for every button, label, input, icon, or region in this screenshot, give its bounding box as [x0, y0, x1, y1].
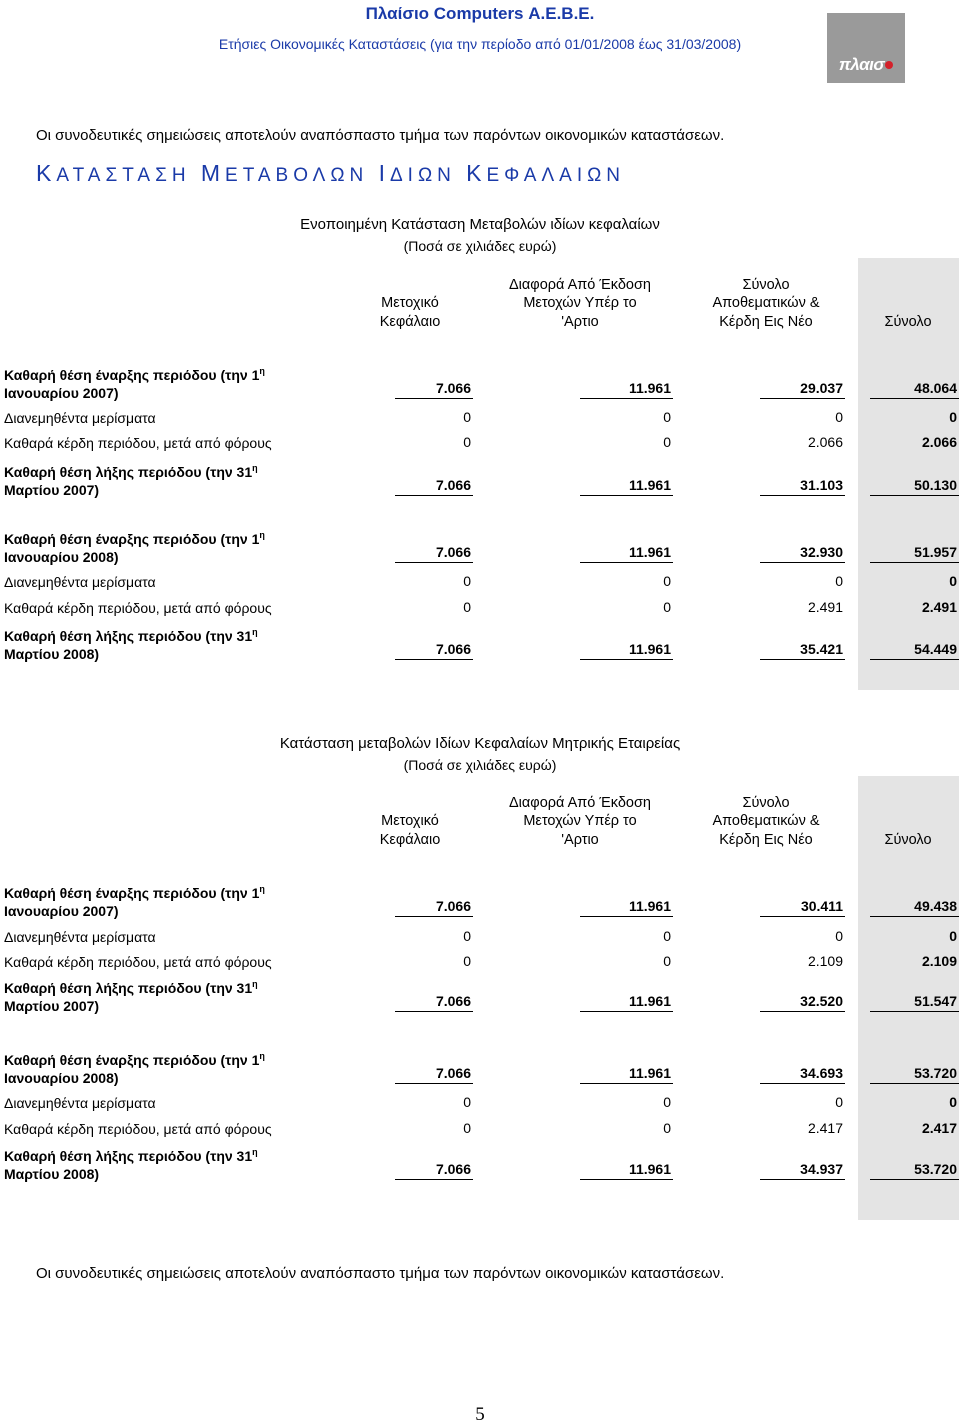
- row-underline: [760, 1011, 845, 1012]
- column-header: [818, 313, 960, 332]
- table-cell: 0: [949, 928, 957, 944]
- table-cell: 32.520: [800, 993, 843, 1009]
- table-cell: 0: [463, 1120, 471, 1136]
- table-cell: 2.417: [807, 1120, 843, 1136]
- table-cell: 2.109: [807, 953, 843, 969]
- row-underline: [580, 398, 673, 399]
- row-label-line: Καθαρή θέση έναρξης περιόδου (την 1: [4, 367, 260, 383]
- row-underline: [760, 495, 845, 496]
- table-cell: 11.961: [628, 993, 671, 1009]
- row-label: [4, 434, 272, 452]
- column-header: [818, 831, 960, 850]
- row-label-line: Καθαρή θέση έναρξης περιόδου (την 1: [4, 1052, 260, 1068]
- table-cell: 7.066: [435, 993, 471, 1009]
- table-cell: 0: [663, 1094, 671, 1110]
- row-label-line: Καθαρά κέρδη περιόδου, μετά από φόρους: [4, 954, 272, 970]
- row-label: [4, 1094, 156, 1112]
- table-cell: 53.720: [914, 1161, 957, 1177]
- table-cell: 0: [835, 573, 843, 589]
- row-underline: [760, 916, 845, 917]
- notes-statement-top: Οι συνοδευτικές σημειώσεις αποτελούν αναπόσπαστο τμήμα των παρόντων οικονομικών καταστάσεων.: [36, 127, 725, 144]
- table-cell: 11.961: [628, 477, 671, 493]
- row-label: [4, 1047, 265, 1087]
- table-cell: 11.961: [628, 1065, 671, 1081]
- row-label-superscript: η: [259, 530, 265, 540]
- row-underline: [870, 495, 959, 496]
- row-label-superscript: η: [252, 979, 258, 989]
- row-label-line: Καθαρή θέση λήξης περιόδου (την 31: [4, 464, 253, 480]
- column-header-line: Κέρδη Εις Νέο: [719, 313, 813, 330]
- logo-text: πλαισ: [838, 55, 885, 74]
- table-cell: 2.491: [807, 599, 843, 615]
- table-cell: 0: [463, 928, 471, 944]
- table-cell: 31.103: [800, 477, 843, 493]
- column-header: [490, 276, 670, 332]
- row-label-line: Καθαρή θέση έναρξης περιόδου (την 1: [4, 531, 260, 547]
- table-cell: 7.066: [435, 1065, 471, 1081]
- table-cell: 34.937: [800, 1161, 843, 1177]
- table-cell: 48.064: [914, 380, 957, 396]
- row-label-line: Μαρτίου 2008): [4, 1166, 100, 1182]
- row-underline: [395, 495, 473, 496]
- row-label: [4, 623, 258, 663]
- row-underline: [760, 398, 845, 399]
- row-underline: [580, 1179, 673, 1180]
- row-label-line: Καθαρή θέση λήξης περιόδου (την 31: [4, 1148, 253, 1164]
- column-header-line: Αποθεματικών &: [712, 295, 820, 311]
- table-cell: 0: [663, 928, 671, 944]
- column-header-line: Μετοχικό: [381, 813, 439, 829]
- column-header-line: Διαφορά Από Έκδοση: [509, 794, 651, 811]
- row-label-line: Διανεμηθέντα μερίσματα: [4, 410, 156, 426]
- column-header-line: Κεφάλαιο: [379, 313, 441, 330]
- row-label-line: Μαρτίου 2008): [4, 646, 100, 662]
- row-underline: [395, 1011, 473, 1012]
- row-underline: [580, 562, 673, 563]
- row-underline: [760, 562, 845, 563]
- column-header: [490, 794, 670, 850]
- table-cell: 0: [949, 409, 957, 425]
- row-label: [4, 526, 265, 566]
- table-cell: 7.066: [435, 477, 471, 493]
- row-label: [4, 975, 258, 1015]
- column-header-line: Μετοχών Υπέρ το: [523, 813, 637, 829]
- row-label-superscript: η: [259, 1051, 265, 1061]
- table-cell: 2.109: [921, 953, 957, 969]
- row-underline: [395, 562, 473, 563]
- row-label: [4, 599, 272, 617]
- consolidated-unit: (Ποσά σε χιλιάδες ευρώ): [403, 238, 557, 254]
- row-label: [4, 409, 156, 427]
- row-label: [4, 459, 258, 499]
- row-underline: [395, 398, 473, 399]
- table-cell: 35.421: [800, 641, 843, 657]
- table-cell: 2.066: [921, 434, 957, 450]
- table-cell: 11.961: [628, 641, 671, 657]
- table-cell: 7.066: [435, 544, 471, 560]
- row-underline: [580, 1011, 673, 1012]
- row-underline: [580, 1083, 673, 1084]
- row-underline: [580, 659, 673, 660]
- table-cell: 0: [949, 573, 957, 589]
- row-label: [4, 880, 265, 920]
- row-label-line: Καθαρή θέση έναρξης περιόδου (την 1: [4, 885, 260, 901]
- row-label-line: Ιανουαρίου 2008): [4, 549, 119, 565]
- table-cell: 0: [463, 599, 471, 615]
- table-cell: 0: [663, 573, 671, 589]
- row-label-line: Διανεμηθέντα μερίσματα: [4, 574, 156, 590]
- table-cell: 7.066: [435, 380, 471, 396]
- table-cell: 0: [663, 599, 671, 615]
- row-underline: [870, 1011, 959, 1012]
- table-cell: 2.491: [921, 599, 957, 615]
- table-cell: 7.066: [435, 641, 471, 657]
- row-underline: [580, 495, 673, 496]
- column-header-line: Σύνολο: [884, 831, 932, 848]
- table-cell: 11.961: [628, 380, 671, 396]
- company-logo: [827, 13, 905, 83]
- table-cell: 51.547: [914, 993, 957, 1009]
- row-label-superscript: η: [259, 366, 265, 376]
- column-header-line: Σύνολο: [742, 276, 790, 293]
- table-cell: 54.449: [914, 641, 957, 657]
- row-label-line: Ιανουαρίου 2008): [4, 1070, 119, 1086]
- table-cell: 0: [663, 1120, 671, 1136]
- row-label-line: Διανεμηθέντα μερίσματα: [4, 929, 156, 945]
- table-cell: 11.961: [628, 1161, 671, 1177]
- table-cell: 0: [835, 409, 843, 425]
- row-underline: [760, 1083, 845, 1084]
- row-underline: [870, 1083, 959, 1084]
- table-cell: 2.417: [921, 1120, 957, 1136]
- table-cell: 0: [835, 1094, 843, 1110]
- table-cell: 0: [835, 928, 843, 944]
- row-label: [4, 573, 156, 591]
- row-label: [4, 1120, 272, 1138]
- row-label-line: Ιανουαρίου 2007): [4, 903, 119, 919]
- row-label-line: Καθαρά κέρδη περιόδου, μετά από φόρους: [4, 1121, 272, 1137]
- table-cell: 0: [949, 1094, 957, 1110]
- column-header-line: Κεφάλαιο: [379, 831, 441, 848]
- table-cell: 11.961: [628, 898, 671, 914]
- row-label-line: Καθαρή θέση λήξης περιόδου (την 31: [4, 628, 253, 644]
- column-header-line: 'Αρτιο: [561, 313, 599, 330]
- table-cell: 0: [463, 434, 471, 450]
- company-name: Πλαίσιο Computers Α.Ε.Β.Ε.: [365, 4, 595, 23]
- row-label: [4, 362, 265, 402]
- logo-dot-icon: [885, 61, 893, 69]
- column-header-line: Μετοχών Υπέρ το: [523, 295, 637, 311]
- row-label-superscript: η: [252, 627, 258, 637]
- row-label-line: Μαρτίου 2007): [4, 998, 100, 1014]
- column-header-line: Σύνολο: [742, 794, 790, 811]
- row-underline: [580, 916, 673, 917]
- column-header-line: Κέρδη Εις Νέο: [719, 831, 813, 848]
- consolidated-title: Ενοποιημένη Κατάσταση Μεταβολών ιδίων κεφαλαίων: [300, 216, 660, 233]
- table-cell: 49.438: [914, 898, 957, 914]
- row-underline: [760, 659, 845, 660]
- row-underline: [760, 1179, 845, 1180]
- table-cell: 0: [663, 409, 671, 425]
- row-underline: [870, 398, 959, 399]
- row-underline: [870, 916, 959, 917]
- row-underline: [395, 916, 473, 917]
- row-underline: [870, 659, 959, 660]
- row-underline: [395, 1179, 473, 1180]
- row-label-superscript: η: [259, 884, 265, 894]
- table-cell: 29.037: [800, 380, 843, 396]
- row-label-line: Ιανουαρίου 2007): [4, 385, 119, 401]
- report-subtitle: Ετήσιες Οικονομικές Καταστάσεις (για την περίοδο από 01/01/2008 έως 31/03/2008): [218, 36, 742, 52]
- table-cell: 7.066: [435, 898, 471, 914]
- row-underline: [870, 1179, 959, 1180]
- table-cell: 11.961: [628, 544, 671, 560]
- row-label: [4, 928, 156, 946]
- row-label-line: Καθαρά κέρδη περιόδου, μετά από φόρους: [4, 600, 272, 616]
- table-cell: 0: [463, 409, 471, 425]
- column-header-line: Διαφορά Από Έκδοση: [509, 276, 651, 293]
- row-label: [4, 953, 272, 971]
- row-label-line: Καθαρή θέση λήξης περιόδου (την 31: [4, 980, 253, 996]
- table-cell: 51.957: [914, 544, 957, 560]
- table-cell: 7.066: [435, 1161, 471, 1177]
- table-cell: 30.411: [800, 898, 843, 914]
- parent-unit: (Ποσά σε χιλιάδες ευρώ): [403, 757, 557, 773]
- column-header-line: Μετοχικό: [381, 295, 439, 311]
- row-label-superscript: η: [252, 463, 258, 473]
- row-label-line: Καθαρά κέρδη περιόδου, μετά από φόρους: [4, 435, 272, 451]
- column-header: [320, 812, 500, 849]
- table-cell: 0: [663, 434, 671, 450]
- column-header: [320, 294, 500, 331]
- table-cell: 34.693: [800, 1065, 843, 1081]
- table-cell: 0: [663, 953, 671, 969]
- row-underline: [395, 659, 473, 660]
- page-number: 5: [475, 1404, 485, 1425]
- row-label-line: Διανεμηθέντα μερίσματα: [4, 1095, 156, 1111]
- row-label: [4, 1143, 258, 1183]
- statement-title: ΚΑΤΑΣΤΑΣΗ ΜΕΤΑΒΟΛΩΝ ΙΔΙΩΝ ΚΕΦΑΛΑΙΩΝ: [36, 160, 626, 186]
- table-cell: 53.720: [914, 1065, 957, 1081]
- table-cell: 0: [463, 573, 471, 589]
- table-cell: 32.930: [800, 544, 843, 560]
- table-cell: 50.130: [914, 477, 957, 493]
- column-header-line: Σύνολο: [884, 313, 932, 330]
- row-underline: [870, 562, 959, 563]
- table-cell: 0: [463, 1094, 471, 1110]
- column-header-line: 'Αρτιο: [561, 831, 599, 848]
- notes-statement-bottom: Οι συνοδευτικές σημειώσεις αποτελούν αναπόσπαστο τμήμα των παρόντων οικονομικών καταστάσεων.: [36, 1265, 725, 1282]
- row-label-superscript: η: [252, 1147, 258, 1157]
- parent-title: Κατάσταση μεταβολών Ιδίων Κεφαλαίων Μητρικής Εταιρείας: [279, 735, 681, 752]
- column-header-line: Αποθεματικών &: [712, 813, 820, 829]
- row-underline: [395, 1083, 473, 1084]
- table-cell: 2.066: [807, 434, 843, 450]
- table-cell: 0: [463, 953, 471, 969]
- row-label-line: Μαρτίου 2007): [4, 482, 100, 498]
